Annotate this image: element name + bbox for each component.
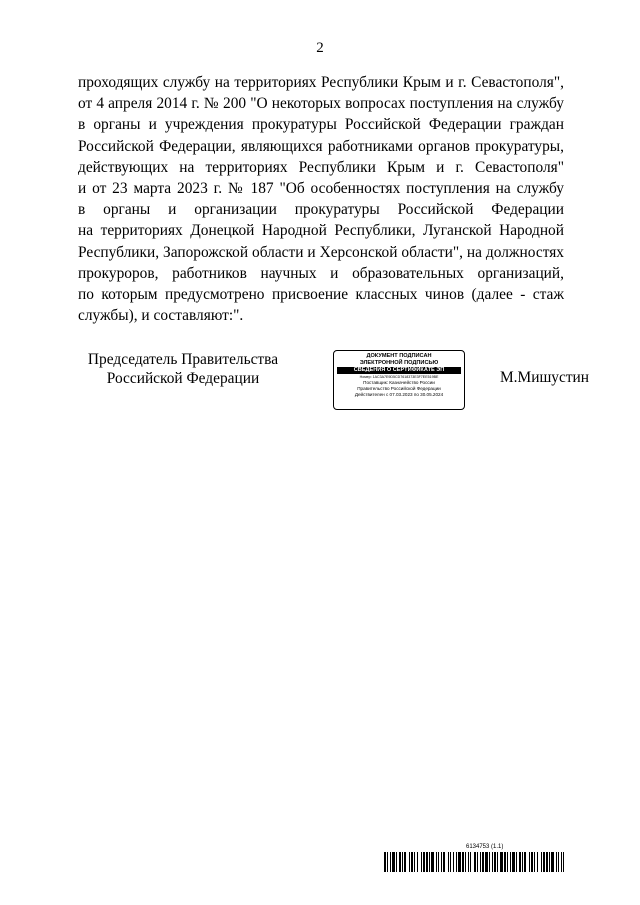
e-signature-header: ДОКУМЕНТ ПОДПИСАН [366, 353, 432, 359]
body-line: проходящих службу на территориях Республики Крым и г. Севастополя", [78, 74, 564, 91]
barcode-bar [441, 852, 442, 872]
barcode-bar [534, 852, 535, 872]
barcode-bar [522, 852, 523, 872]
signatory-title-line: Российской Федерации [106, 370, 260, 387]
barcode-bar [563, 852, 564, 872]
barcode-bar [480, 852, 481, 872]
barcode-bar [458, 852, 461, 872]
barcode-bar [387, 852, 388, 872]
barcode-bar [384, 852, 386, 872]
barcode-bar [497, 852, 498, 872]
body-line: в органы и организации прокуратуры Российской Федерации [78, 201, 564, 219]
barcode-bar [482, 852, 484, 872]
barcode-bar [417, 852, 418, 872]
barcode-bar [468, 852, 469, 872]
barcode-bar [443, 852, 445, 872]
barcode-bar [556, 852, 557, 872]
barcode-bar [519, 852, 521, 872]
barcode-bar [561, 852, 562, 872]
e-signature-header: ЭЛЕКТРОННОЙ ПОДПИСЬЮ [359, 359, 439, 366]
signer-name: М.Мишустин [500, 369, 590, 386]
barcode-bar [546, 852, 548, 872]
barcode-bar [492, 852, 493, 872]
barcode-bar [450, 852, 451, 872]
barcode-bar [456, 852, 457, 872]
signatory-title-line: Председатель Правительства [87, 351, 279, 368]
e-signature-validity: Действителен с 07.03.2023 по 30.05.2024 [354, 391, 444, 397]
barcode-bar [421, 852, 422, 872]
barcode-bar [529, 852, 530, 872]
body-line: действующих на территориях Республики Крым и г. Севастополя" [78, 158, 564, 176]
barcode-bar [537, 852, 538, 872]
barcode-bar [429, 852, 430, 872]
barcode-bar [474, 852, 476, 872]
barcode-bar [414, 852, 415, 872]
barcode-bar [438, 852, 439, 872]
body-line: от 4 апреля 2014 г. № 200 "О некоторых вопросах поступления на службу [78, 95, 564, 113]
barcode-bar [453, 852, 454, 872]
body-line: по которым предусмотрено присвоение классных чинов (далее - стаж [78, 285, 564, 303]
barcode-bar [423, 852, 425, 872]
barcode-bar [489, 852, 490, 872]
barcode-bar [510, 852, 511, 872]
e-signature-band: СВЕДЕНИЯ О СЕРТИФИКАТЕ ЭП [337, 367, 461, 374]
body-line: службы), и составляют:". [78, 307, 244, 325]
barcode-bar [392, 852, 395, 872]
barcode-bar [551, 852, 554, 872]
barcode-bar [462, 852, 464, 872]
barcode-bar [399, 852, 401, 872]
e-signature-stamp [333, 350, 465, 410]
barcode-bar [390, 852, 391, 872]
body-line: Российской Федерации, являющихся работниками органов прокуратуры, [78, 137, 564, 155]
barcode-bar [470, 852, 471, 872]
e-signature-supplier: Поставщик: Казначейство России [363, 380, 435, 386]
barcode-bar [549, 852, 550, 872]
barcode-bar [431, 852, 434, 872]
signatory-title [78, 350, 288, 388]
barcode-bar [516, 852, 517, 872]
barcode-bar [465, 852, 466, 872]
barcode-bar [512, 852, 515, 872]
barcode-bar [436, 852, 437, 872]
barcode-bar [541, 852, 542, 872]
e-signature-number: Номер: 1AC3A7E9D5CD7618373E3F7EE519BE [359, 375, 439, 380]
barcode-bar [500, 852, 503, 872]
barcode-bar [524, 852, 526, 872]
barcode-bar [404, 852, 406, 872]
body-line: прокуроров, работников научных и образовательных организаций, [78, 264, 564, 282]
barcode-bar [543, 852, 545, 872]
body-line: и от 23 марта 2023 г. № 187 "Об особенностях поступления на службу [78, 179, 564, 197]
barcode-bar [504, 852, 506, 872]
barcode-bar [426, 852, 428, 872]
body-line: на территориях Донецкой Народной Республики, Луганской Народной [78, 222, 564, 240]
barcode-bar [558, 852, 559, 872]
page-number: 2 [316, 40, 324, 56]
barcode-bar [396, 852, 397, 872]
body-line: Республики, Запорожской области и Херсонской области", на должностях [78, 243, 564, 261]
barcode-bar [531, 852, 533, 872]
body-line: в органы и учреждения прокуратуры Российской Федерации граждан [78, 116, 564, 134]
barcode-bar [402, 852, 403, 872]
barcode-bar [507, 852, 508, 872]
barcode-bar [448, 852, 449, 872]
barcode-bar [411, 852, 413, 872]
barcode-bar [477, 852, 478, 872]
e-signature-owner: Правительство Российской Федерации [357, 385, 441, 391]
barcode-bar [494, 852, 496, 872]
barcode-bar [485, 852, 488, 872]
barcode-bar [409, 852, 410, 872]
body-text [78, 72, 564, 326]
barcode [384, 852, 564, 872]
document-code: 6134753 (1.1) [466, 844, 504, 850]
